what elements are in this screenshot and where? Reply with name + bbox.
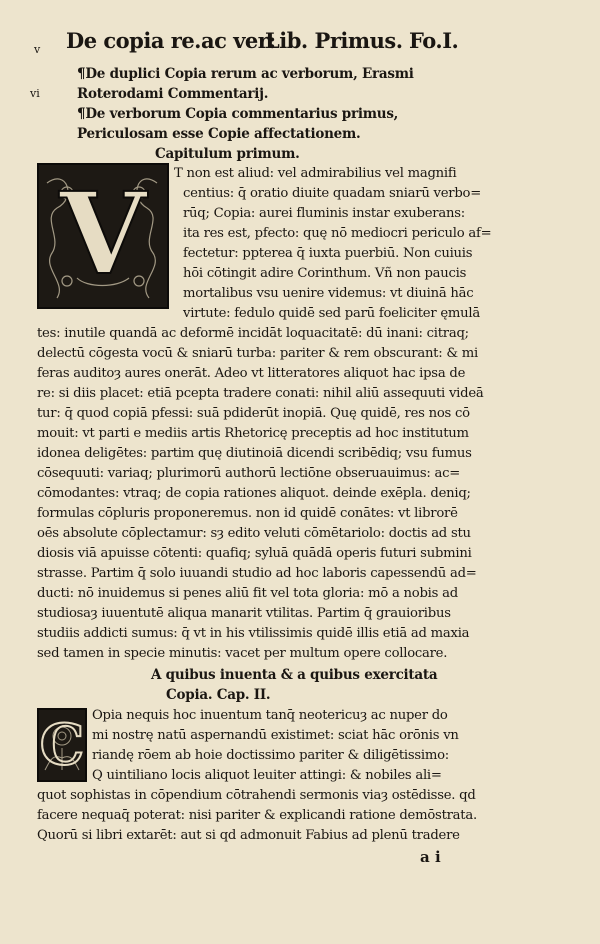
- text-line: mi nostrę natū aspernandū existimet: sciat hāc orōnis vn: [92, 728, 459, 743]
- text-line: fectetur: ppterea q̄ iuxta puerbiū. Non cuiuis: [183, 246, 473, 261]
- text-line: formulas cōpluris proponeremus. non id quidē conātes: vt librorē: [37, 506, 458, 521]
- heading-line: Periculosam esse Copie affectationem.: [77, 126, 361, 142]
- heading-line: A quibus inuenta & a quibus exercitata: [151, 667, 438, 683]
- text-line: cōsequuti: variaq; plurimorū authorū lectiōne obseruauimus: ac=: [37, 466, 461, 481]
- text-line: Opia nequis hoc inuentum tanq̄ neotericuȝ ac nuper do: [92, 708, 448, 723]
- text-line: oēs absolute cōplectamur: sȝ edito veluti cōmētariolo: doctis ad stu: [37, 526, 471, 541]
- text-line: studiis addicti sumus: q̄ vt in his vtilissimis quidē illis etiā ad maxia: [37, 626, 470, 641]
- text-line: hōi cōtingit adire Corinthum. Vñ non paucis: [183, 266, 467, 281]
- text-line: T non est aliud: vel admirabilius vel magnifi: [174, 166, 457, 181]
- text-line: ita res est, pfecto: quę nō mediocri periculo af=: [183, 226, 492, 241]
- running-head-folio: Fo.I.: [409, 28, 459, 53]
- decorated-initial-c: [37, 708, 87, 782]
- heading-line: Roterodami Commentarij.: [77, 86, 269, 102]
- text-line: Quorū si libri extarēt: aut si qd admonuit Fabius ad plenū tradere: [37, 828, 460, 843]
- decorated-initial-v: [37, 163, 169, 309]
- heading-line: Capitulum primum.: [155, 146, 300, 162]
- initial-letter: V: [59, 169, 147, 300]
- text-line: virtute: fedulo quidē sed parū foeliciter ęmulā: [183, 306, 480, 321]
- initial-letter: C: [39, 712, 85, 778]
- margin-mark: vi: [30, 87, 40, 100]
- running-head-center: Lib. Primus.: [265, 28, 403, 53]
- text-line: strasse. Partim q̄ solo iuuandi studio ad hoc laboris capessendū ad=: [37, 566, 477, 581]
- text-line: mortalibus vsu uenire videmus: vt diuinā hāc: [183, 286, 474, 301]
- text-line: idonea deligētes: partim quę diutinoiā dicendi scribēdiq; vsu fumus: [37, 446, 472, 461]
- heading-line: Copia. Cap. II.: [166, 687, 271, 703]
- text-line: tes: inutile quandā ac deformē incidāt loquacitatē: dū inani: citraq;: [37, 326, 469, 341]
- heading-line: ¶De verborum Copia commentarius primus,: [77, 106, 399, 122]
- text-line: mouit: vt parti e mediis artis Rhetoricę preceptis ad hoc institutum: [37, 426, 469, 441]
- text-line: riandę rōem ab hoie doctissimo pariter & diligētissimo:: [92, 748, 449, 763]
- heading-line: ¶De duplici Copia rerum ac verborum, Erasmi: [77, 66, 414, 82]
- text-line: studiosaȝ iuuentutē aliqua manarit vtilitas. Partim q̄ grauioribus: [37, 606, 451, 621]
- text-line: quot sophistas in cōpendium cōtrahendi sermonis viaȝ ostēdisse. qd: [37, 788, 476, 803]
- text-line: cōmodantes: vtraq; de copia rationes aliquot. deinde exēpla. deniq;: [37, 486, 471, 501]
- text-line: tur: q̄ quod copiā pfessi: suā pdiderūt inopiā. Quę quidē, res nos cō: [37, 406, 470, 421]
- running-head-left: De copia re.ac ver:: [66, 28, 276, 53]
- text-line: delectū cōgesta vocū & sniarū turba: pariter & rem obscurant: & mi: [37, 346, 479, 361]
- text-line: diosis viā apuisse cōtenti: quafiq; syluā quādā operis futuri submini: [37, 546, 472, 561]
- text-line: Q uintiliano locis aliquot leuiter attingi: & nobiles ali=: [92, 768, 442, 783]
- text-line: re: si diis placet: etiā pcepta tradere conati: nihil aliū assequuti videā: [37, 386, 484, 401]
- text-line: ducti: nō inuidemus si penes aliū fit vel tota gloria: mō a nobis ad: [37, 586, 458, 601]
- text-line: facere nequaq̄ poterat: nisi pariter & explicandi ratione demōstrata.: [37, 808, 477, 823]
- signature-mark: a i: [420, 848, 441, 866]
- text-line: rūq; Copia: aurei fluminis instar exuberans:: [183, 206, 465, 221]
- text-line: sed tamen in specie minutis: vacet per multum opere collocare.: [37, 646, 448, 661]
- margin-mark: v: [34, 43, 41, 56]
- text-line: feras auditoȝ aures onerāt. Adeo vt litteratores aliquot hac ipsa de: [37, 366, 466, 381]
- text-line: centius: q̄ oratio diuite quadam sniarū verbo=: [183, 186, 482, 201]
